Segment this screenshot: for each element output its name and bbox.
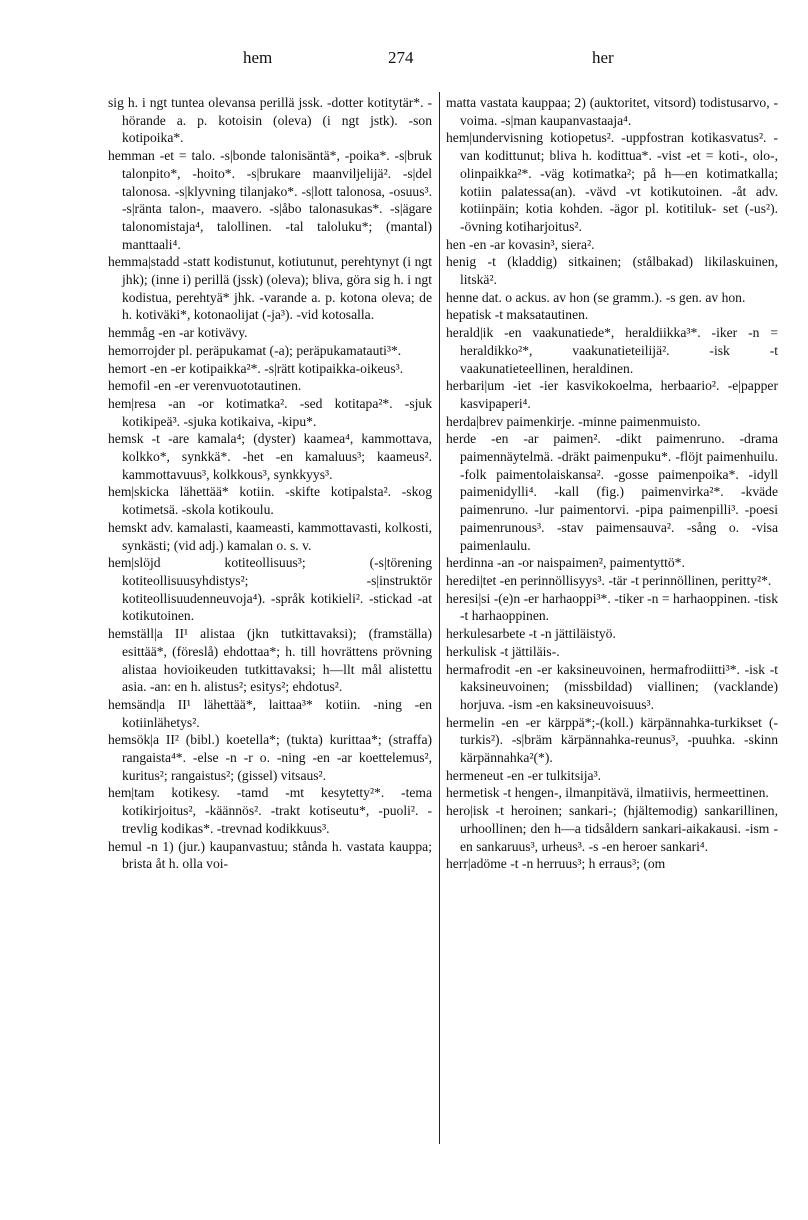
dictionary-entry: hem|resa -an -or kotimatka². -sed kotitapa²*. -sjuk kotikipeä³. -sjuka kotikaiva, -kipu*. — [108, 395, 432, 429]
dictionary-entry: hermafrodit -en -er kaksineuvoinen, hermafrodiitti³*. -isk -t kaksineuvoinen; (missbildad) viallinen; (vacklande) horjuva. -ism -en kaksineuvoisuus³. — [446, 661, 778, 712]
dictionary-entry: hemort -en -er kotipaikka²*. -s|rätt kotipaikka-oikeus³. — [108, 360, 404, 376]
dictionary-entry: hermetisk -t hengen-, ilmanpitävä, ilmatiivis, hermeettinen. — [446, 785, 769, 801]
left-headword: hem — [243, 48, 273, 67]
dictionary-entry: hemsk -t -are kamala⁴; (dyster) kaamea⁴, kammottava, kolkko*, synkkä*. -het -en kamaluus³; kaameus². kammottavuus³, kolkkous³, synkkyys³. — [108, 431, 432, 482]
dictionary-entry: hemul -n 1) (jur.) kaupanvastuu; stånda h. vastata kauppa; brista åt h. olla voi- — [108, 838, 432, 872]
dictionary-entry: herald|ik -en vaakunatiede*, heraldiikka³*. -iker -n = heraldikko²*, vaakunatieteilijä². -isk -t vaakunatieteellinen, heraldinen. — [446, 325, 778, 376]
dictionary-entry: heresi|si -(e)n -er harhaoppi³*. -tiker -n = harhaoppinen. -tisk -t harhaoppinen. — [446, 590, 778, 624]
dictionary-entry: hemställ|a II¹ alistaa (jkn tutkittavaksi); (framställa) esittää*, (föreslå) ehdottaa*; h. till hovrättens prövning alistaa hovioikeuden tutkittavaksi; h—llt mål alistettu asia. -an: en h. alistus²; esitys²; ehdotus². — [108, 626, 432, 695]
dictionary-entry: hemsänd|a II¹ lähettää*, laittaa³* kotiin. -ning -en kotiinlähetys². — [108, 696, 432, 730]
page-header — [0, 48, 808, 72]
dictionary-entry: matta vastata kauppaa; 2) (auktoritet, vitsord) todistusarvo, -voima. -s|man kaupanvastaaja⁴. — [446, 95, 778, 128]
dictionary-entry: hermelin -en -er kärppä*;-(koll.) kärpännahka-turkikset (-turkis²). -s|bräm kärpännahka-reunus³, -puuhka. -skinn kärpännahka²(*). — [446, 714, 778, 766]
column-divider — [439, 92, 440, 1144]
dictionary-entry: herde -en -ar paimen². -dikt paimenruno. -drama paimennäytelmä. -dräkt paimenpuku*. -flöjt paimenhuilu. -folk paimentolaiskansa². -gosse paimenpoika*. -idyll paimenidylli⁴. -kall (fig.) paimenvirka²*. -kväde paimenruno. -lur paimentorvi. -pipa paimenpilli³. -poesi paimenrunous³. -stav paimensauva². -sång o. -visa paimenlaulu. — [446, 431, 778, 553]
dictionary-entry: herkulisk -t jättiläis-. — [446, 643, 560, 659]
dictionary-entry: herkulesarbete -t -n jättiläistyö. — [446, 626, 616, 642]
dictionary-entry: hermeneut -en -er tulkitsija³. — [446, 767, 602, 783]
dictionary-entry: hem|skicka lähettää* kotiin. -skifte kotipalsta². -skog kotimetsä. -skola kotikoulu. — [108, 484, 432, 518]
dictionary-entry: hero|isk -t heroinen; sankari-; (hjältemodig) sankarillinen, urhoollinen; den h—a tidsåldern sankari-aikakausi. -ism -en sankaruus³, urheus³. -s -en heroer sankari⁴. — [446, 803, 778, 854]
dictionary-entry: hem|undervisning kotiopetus². -uppfostran kotikasvatus². -van kodittunut; bliva h. kodittua*. -vist -et = koti-, olo-, olinpaikka²*. -väg kotimatka²; på h—en kotimatkalla; kotiin palatessa(an). -vävd -vt kotikutoinen. -åt adv. kotiinpäin; kotia kohden. -ägor pl. kotitiluk- set (-us²). -övning kotiharjoitus². — [446, 130, 778, 234]
dictionary-entry: herbari|um -iet -ier kasvikokoelma, herbaario². -e|papper kasvipaperi⁴. — [446, 378, 778, 411]
dictionary-entry: hemma|stadd -statt kodistunut, kotiutunut, perehtynyt (i ngt jhk); (inne i) perillä (jssk) (oleva); bliva, göra sig h. i ngt kodistua, perehtyä* jhk. -varande a. p. kotona oleva; de h. kotiväki*, kotonaolijat (-ja³). -vid kotosalla. — [108, 254, 432, 323]
right-column — [446, 94, 778, 873]
dictionary-entry: henig -t (kladdig) sitkainen; (stålbakad) likilaskuinen, litskä². — [446, 254, 778, 288]
dictionary-entry: heredi|tet -en perinnöllisyys³. -tär -t perinnöllinen, peritty²*. — [446, 572, 772, 588]
dictionary-entry: hen -en -ar kovasin³, siera². — [446, 236, 595, 252]
dictionary-entry: hemofil -en -er verenvuototautinen. — [108, 378, 302, 394]
dictionary-entry: sig h. i ngt tuntea olevansa perillä jssk. -dotter kotitytär*. -hörande a. p. kotoisin (oleva) (i ngt jstk). -son kotipoika*. — [108, 95, 432, 146]
dictionary-entry: herr|adöme -t -n herruus³; h erraus³; (om — [446, 856, 666, 872]
dictionary-entry: hem|tam kotikesy. -tamd -mt kesytetty²*. -tema kotikirjoitus², -käännös². -trakt kotiseutu*, -puoli². -trevlig kodikas*. -trevnad kodikkuus³. — [108, 785, 432, 836]
dictionary-entry: hemman -et = talo. -s|bonde talonisäntä*, -poika*. -s|bruk talonpito*, -hoito*. -s|brukare maanviljelijä². -s|del talonosa. -s|klyvning tilanjako*. -s|lott talonosa, -osuus³. -s|ränta talon-, maavero. -s|åbo talonasukas*. -s|ägare talonomistaja⁴, talollinen. -tal taloluku*; (mantal) manttaali⁴. — [108, 148, 432, 252]
left-column — [108, 94, 432, 873]
dictionary-entry: henne dat. o ackus. av hon (se gramm.). -s gen. av hon. — [446, 289, 746, 305]
dictionary-entry: hemmåg -en -ar kotivävy. — [108, 325, 248, 341]
dictionary-entry: hemsök|a II² (bibl.) koetella*; (tukta) kurittaa*; (straffa) rangaista⁴*. -else -n -r o. -ning -en -ar koettelemus², kuritus²; rangaistus²; (gissel) vitsaus². — [108, 732, 432, 783]
dictionary-entry: hemskt adv. kamalasti, kaameasti, kammottavasti, kolkosti, synkästi; (vid adj.) kamalan o. s. v. — [108, 519, 432, 553]
page-number: 274 — [388, 48, 414, 67]
dictionary-entry: hemorrojder pl. peräpukamat (-a); peräpukamatauti³*. — [108, 342, 402, 358]
dictionary-entry: hem|slöjd kotiteollisuus³; (-s|törening kotiteollisuusyhdistys²; -s|instruktör kotiteollisuudenneuvoja⁴). -språk kotikieli². -stickad -at kotikutoinen. — [108, 555, 432, 624]
dictionary-entry: herdinna -an -or naispaimen², paimentyttö*. — [446, 555, 685, 571]
right-headword: her — [592, 48, 614, 67]
dictionary-entry: hepatisk -t maksatautinen. — [446, 307, 589, 323]
dictionary-entry: herda|brev paimenkirje. -minne paimenmuisto. — [446, 413, 701, 429]
